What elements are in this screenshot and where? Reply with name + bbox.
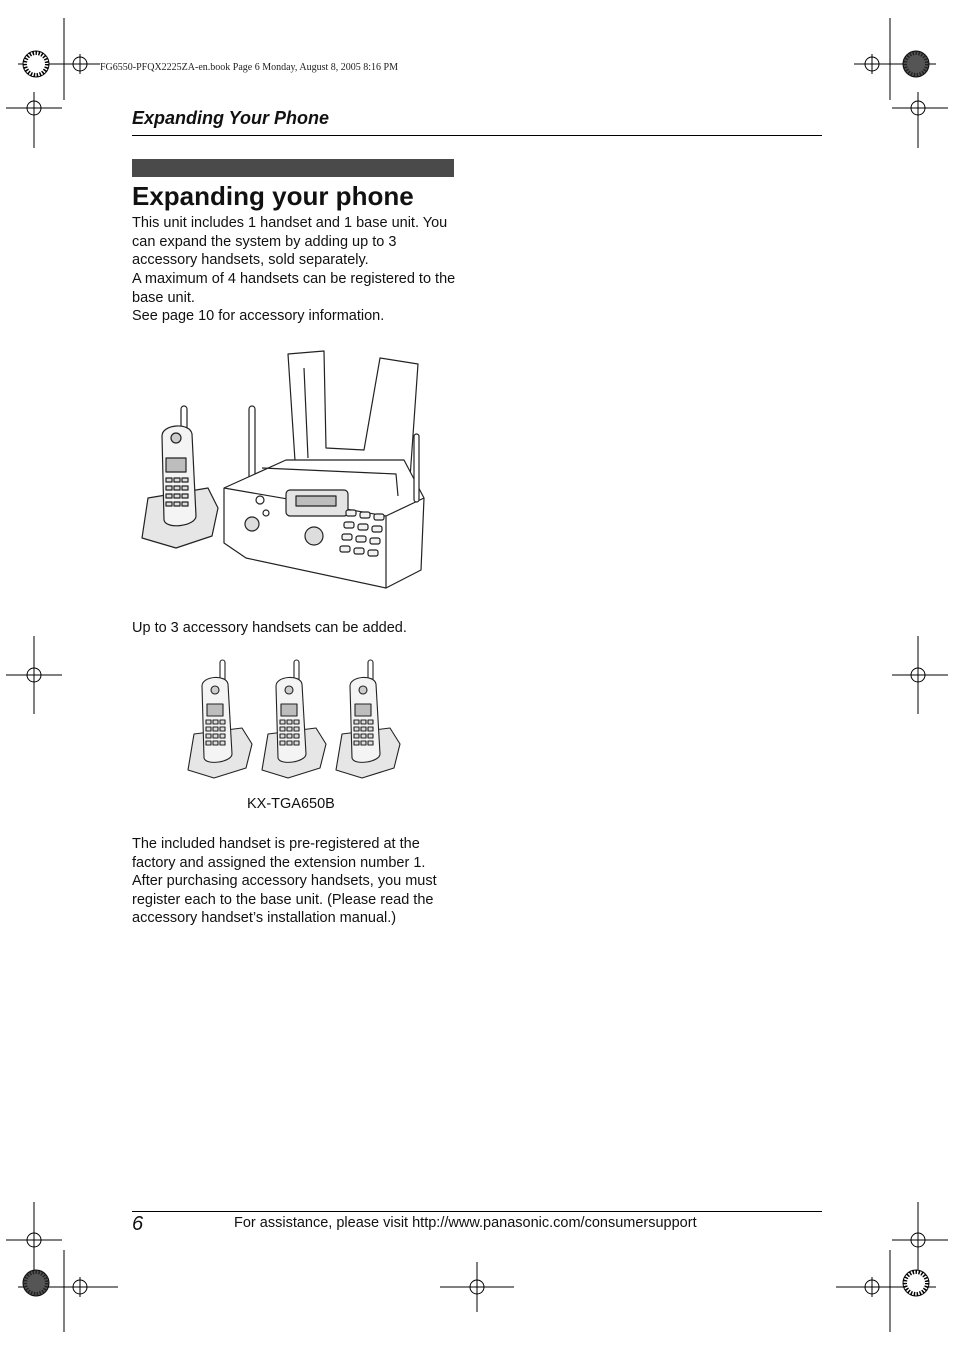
- page-number: 6: [132, 1213, 144, 1235]
- footer-rule: [132, 1211, 822, 1212]
- max-handsets-paragraph: A maximum of 4 handsets can be registered to the base unit.: [132, 271, 456, 306]
- accessory-handset: [262, 660, 326, 778]
- accessory-handsets-illustration: [186, 658, 416, 782]
- footer-support-text: For assistance, please visit http://www.panasonic.com/consumersupport: [234, 1215, 697, 1231]
- section-header: Expanding Your Phone: [132, 108, 330, 128]
- accessory-handset: [336, 660, 400, 778]
- fax-unit-illustration: [136, 348, 436, 598]
- registration-paragraph: The included handset is pre-registered at the factory and assigned the extension number 1. After purchasing accessory handsets, you must register each to the base unit. (Please read the accessory handset’s installation manual.): [132, 836, 437, 926]
- file-header: FG6550-PFQX2225ZA-en.book Page 6 Monday, August 8, 2005 8:16 PM: [100, 62, 398, 73]
- title-bar: [132, 159, 454, 177]
- add-handsets-caption: Up to 3 accessory handsets can be added.: [132, 620, 407, 636]
- intro-paragraph: This unit includes 1 handset and 1 base unit. You can expand the system by adding up to 3 accessory handsets, sold separately.: [132, 215, 448, 268]
- page-title: Expanding your phone: [132, 181, 414, 211]
- model-label: KX-TGA650B: [247, 796, 335, 812]
- see-page-paragraph: See page 10 for accessory information.: [132, 308, 385, 324]
- header-rule: [132, 135, 822, 136]
- accessory-handset: [188, 660, 252, 778]
